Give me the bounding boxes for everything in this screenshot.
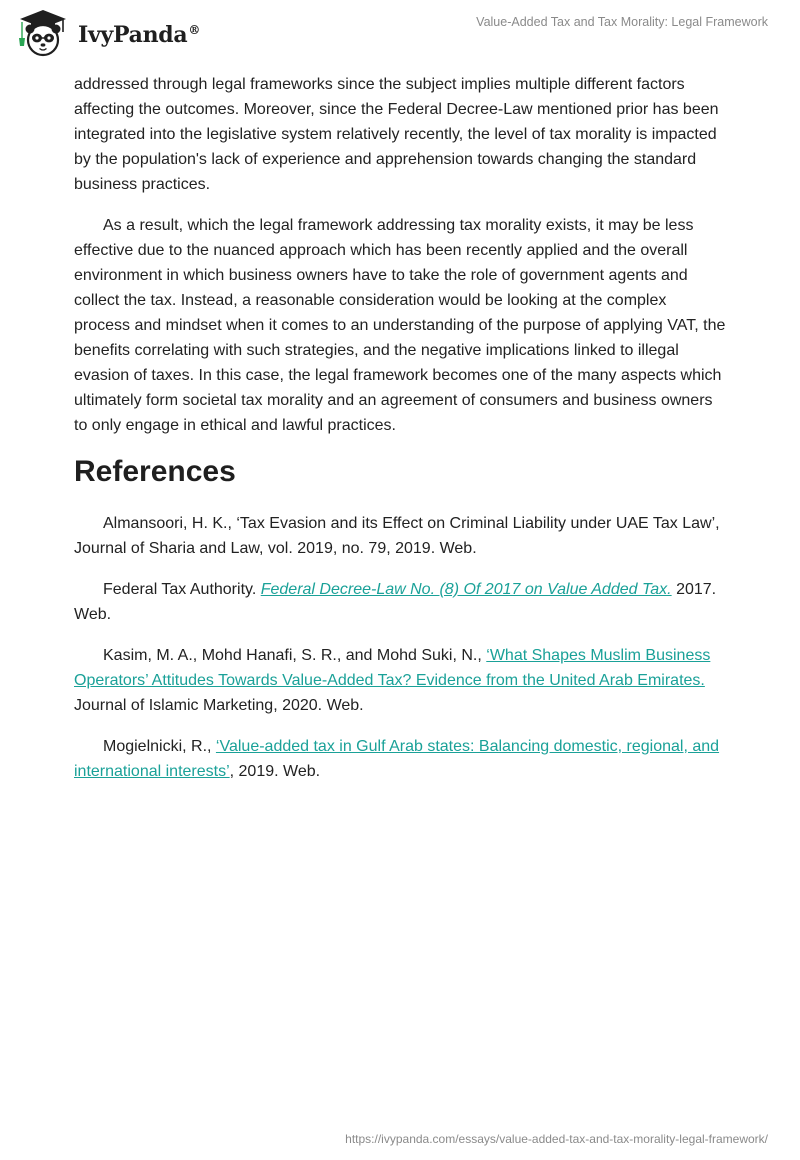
reference-item: Federal Tax Authority. Federal Decree-Law No. (8) Of 2017 on Value Added Tax. 2017. Web. xyxy=(74,581,717,623)
reference-item: Almansoori, H. K., ‘Tax Evasion and its Effect on Criminal Liability under UAE Tax Law’, Journal of Sharia and Law, vol. 2019, no. 79, 2019. Web. xyxy=(74,515,720,557)
reference-item: Mogielnicki, R., ‘Value-added tax in Gulf Arab states: Balancing domestic, regional, and international interests’, 2019. Web. xyxy=(74,738,720,780)
essay-content xyxy=(74,72,726,800)
body-paragraph: As a result, which the legal framework addressing tax morality exists, it may be less effective due to the nuanced approach which has been recently applied and the overall environment in which business owners have to take the role of government agents and collect the tax. Instead, a reasonable consideration would be looking at the complex process and mindset when it comes to an understanding of the purpose of applying VAT, the benefits correlating with such strategies, and the negative implications linked to illegal evasion of taxes. In this case, the legal framework becomes one of the many aspects which ultimately form societal tax morality and an agreement of consumers and business owners to only engage in ethical and lawful practices. xyxy=(74,217,726,434)
body-paragraph: addressed through legal frameworks since the subject implies multiple different factors affecting the outcomes. Moreover, since the Federal Decree-Law mentioned prior has been integrated into the legislative system relatively recently, the level of tax morality is impacted by the population's lack of experience and apprehension towards changing the standard business practices. xyxy=(74,76,719,193)
document-title: Value-Added Tax and Tax Morality: Legal Framework xyxy=(476,15,768,29)
page-url: https://ivypanda.com/essays/value-added-tax-and-tax-morality-legal-framework/ xyxy=(345,1132,768,1146)
reference-link[interactable]: ‘Value-added tax in Gulf Arab states: Balancing domestic, regional, and international interests’ xyxy=(74,738,720,780)
page-header xyxy=(0,0,800,70)
brand-name: IvyPanda® xyxy=(78,22,201,48)
panda-graduate-icon xyxy=(14,8,72,58)
registered-mark: ® xyxy=(188,22,201,37)
reference-link[interactable]: Federal Decree-Law No. (8) Of 2017 on Value Added Tax. xyxy=(260,581,672,598)
ivypanda-logo[interactable] xyxy=(14,8,200,58)
reference-item: Kasim, M. A., Mohd Hanafi, S. R., and Mohd Suki, N., ‘What Shapes Muslim Business Operators’ Attitudes Towards Value-Added Tax? Evidence from the United Arab Emirates. Journal of Islamic Marketing, 2020. Web. xyxy=(74,647,711,714)
references-heading: References xyxy=(74,455,236,488)
reference-link[interactable]: ‘What Shapes Muslim Business Operators’ Attitudes Towards Value-Added Tax? Evidence from the United Arab Emirates. xyxy=(74,647,711,689)
